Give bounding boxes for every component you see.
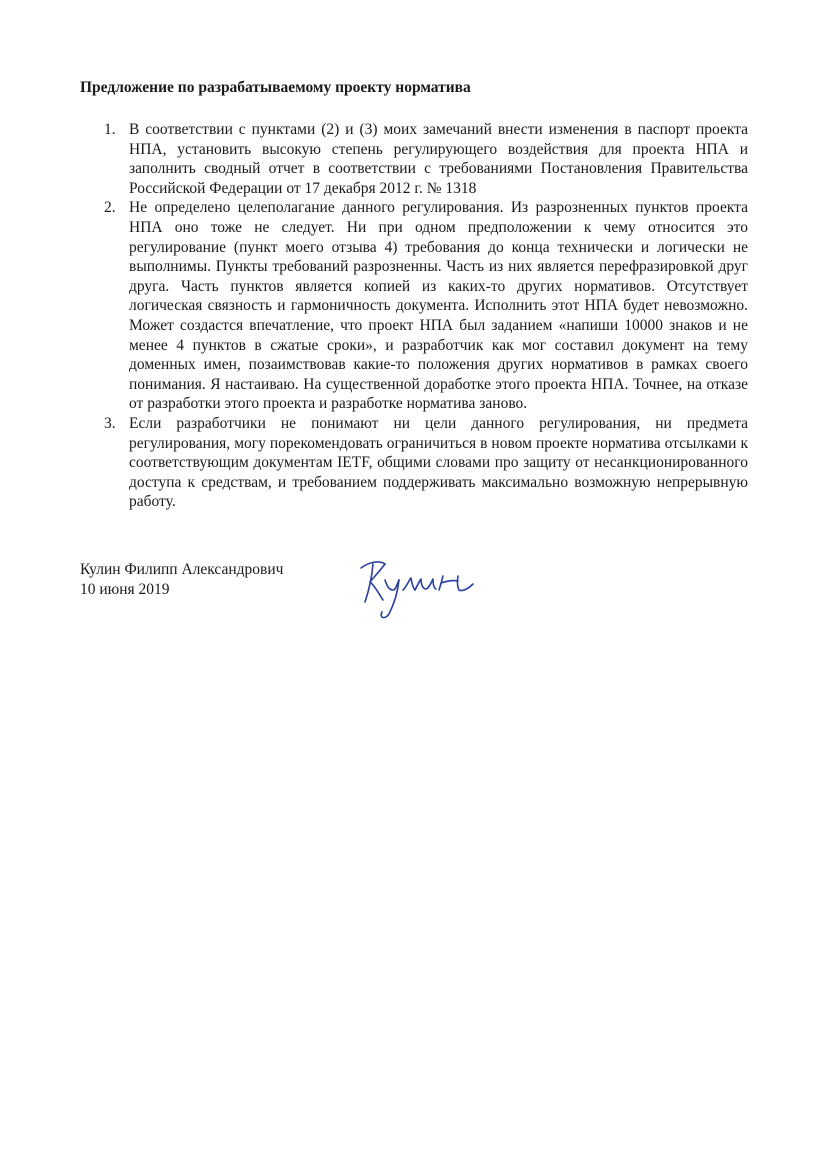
proposal-list	[80, 120, 748, 512]
list-item-text: В соответствии с пунктами (2) и (3) моих замечаний внести изменения в паспорт проекта НПА, установить высокую степень регулирующего воздействия для проекта НПА и заполнить сводный отчет в соответствии с требованиями Постановления Правительства Российской Федерации от 17 декабря 2012 г. № 1318	[129, 121, 748, 197]
document-date: 10 июня 2019	[80, 581, 170, 598]
list-item-text: Не определено целеполагание данного регулирования. Из разрозненных пунктов проекта НПА оно тоже не следует. Ни при одном предположении к чему относится это регулирование (пункт моего отзыва 4) требования до конца технически и логически не выполнимы. Пункты требований разрозненны. Часть из них является перефразировкой друг друга. Часть пунктов является копией из каких-то других нормативов. Отсутствует логическая связность и гармоничность документа. Исполнить этот НПА будет невозможно. Может создастся впечатление, что проект НПА был заданием «напиши 10000 знаков и не менее 4 пунктов в сжатые сроки», и разработчик как мог составил документ на тему доменных имен, позаимствовав какие-то положения других нормативов в рамках своего понимания. Я настаиваю. На существенной доработке этого проекта НПА. Точнее, на отказе от разработки этого проекта и разработке норматива заново.	[129, 199, 748, 413]
author-name: Кулин Филипп Александрович	[80, 561, 284, 578]
document-title: Предложение по разрабатываемому проекту норматива	[80, 79, 471, 96]
list-item	[80, 414, 748, 512]
signature-block	[80, 560, 283, 600]
list-item	[80, 198, 748, 414]
list-item-number: 3.	[104, 414, 116, 432]
list-item-text: Если разработчики не понимают ни цели данного регулирования, ни предмета регулирования, могу порекомендовать ограничиться в новом проекте норматива отсылками к соответствующим документам IETF, общими словами про защиту от несанкционированного доступа к средствам, и требованием поддерживать максимально возможную непрерывную работу.	[129, 414, 748, 511]
list-item	[80, 120, 748, 198]
handwritten-signature	[355, 552, 490, 622]
list-item-number: 1.	[104, 121, 116, 138]
list-item-number: 2.	[104, 199, 116, 217]
